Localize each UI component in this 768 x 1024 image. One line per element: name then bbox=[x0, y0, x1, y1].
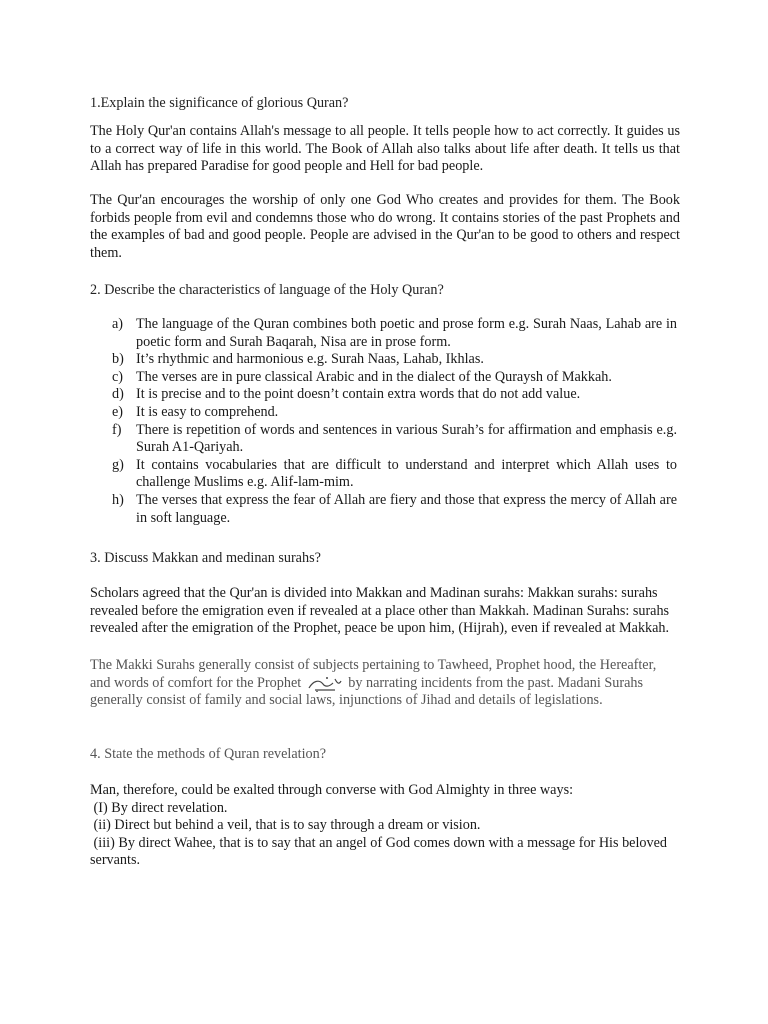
q3-paragraph-2 bbox=[90, 657, 680, 710]
list-item-text: The verses that express the fear of Allah are fiery and those that express the mercy of Allah are in soft language. bbox=[136, 491, 677, 526]
list-marker: b) bbox=[112, 351, 124, 368]
q4-answer bbox=[90, 782, 680, 870]
list-marker: c) bbox=[112, 368, 124, 385]
salawat-calligraphy-icon bbox=[305, 675, 345, 692]
question-4: 4. State the methods of Quran revelation? bbox=[90, 746, 326, 762]
list-item bbox=[112, 492, 677, 527]
list-item bbox=[112, 386, 677, 404]
list-item bbox=[112, 404, 677, 422]
q4-way-2: (ii) Direct but behind a veil, that is to say through a dream or vision. bbox=[90, 817, 481, 834]
list-marker: a) bbox=[112, 316, 124, 332]
list-item bbox=[112, 457, 677, 492]
list-item bbox=[112, 369, 677, 387]
list-item-text: It is precise and to the point doesn’t contain extra words that do not add value. bbox=[136, 386, 581, 403]
list-item-text: It’s rhythmic and harmonious e.g. Surah Naas, Lahab, Ikhlas. bbox=[136, 351, 484, 368]
list-item-text: The language of the Quran combines both poetic and prose form e.g. Surah Naas, Lahab are in poetic form and Surah Baqarah, Nisa are in prose form. bbox=[136, 316, 677, 350]
list-item bbox=[112, 316, 677, 351]
q1-paragraph-2: The Qur'an encourages the worship of only one God Who creates and provides for them. The Book forbids people from evil and condemns those who do wrong. It contains stories of the past Prophets and the examples of bad and good people. People are advised in the Qur'an to be good to others and respect them. bbox=[90, 192, 680, 261]
list-item-text: It is easy to comprehend. bbox=[136, 403, 279, 420]
list-item-text: The verses are in pure classical Arabic and in the dialect of the Quraysh of Makkah. bbox=[136, 368, 612, 385]
q4-way-3: (iii) By direct Wahee, that is to say that an angel of God comes down with a message for His beloved servants. bbox=[90, 834, 671, 869]
list-marker: d) bbox=[112, 386, 124, 403]
list-marker: f) bbox=[112, 421, 122, 438]
question-3: 3. Discuss Makkan and medinan surahs? bbox=[90, 550, 321, 566]
list-marker: e) bbox=[112, 403, 124, 420]
list-marker: g) bbox=[112, 456, 124, 473]
characteristics-list bbox=[112, 316, 677, 527]
q4-intro: Man, therefore, could be exalted through converse with God Almighty in three ways: bbox=[90, 782, 574, 798]
q3-p2-before: The Makki Surahs generally consist of subjects pertaining to Tawheed, Prophet hood, the Hereafter, and words of comfort for the Prophet bbox=[90, 657, 657, 691]
q4-way-1: (I) By direct revelation. bbox=[90, 799, 228, 816]
list-item-text: There is repetition of words and sentences in various Surah’s for affirmation and emphasis e.g. Surah A1-Qariyah. bbox=[136, 421, 677, 456]
q3-paragraph-1: Scholars agreed that the Qur'an is divided into Makkan and Madinan surahs: Makkan surahs: surahs revealed before the emigration even if revealed at a place other than Makkah. Madinan Surahs: surahs revealed after the emigration of the Prophet, peace be upon him, (Hijrah), even if revealed at Makkah. bbox=[90, 585, 670, 637]
q1-paragraph-1: The Holy Qur'an contains Allah's message to all people. It tells people how to act correctly. It guides us to a correct way of life in this world. The Book of Allah also talks about life after death. It tells us that Allah has prepared Paradise for good people and Hell for bad people. bbox=[90, 123, 680, 175]
list-item-text: It contains vocabularies that are difficult to understand and interpret which Allah uses to challenge Muslims e.g. Alif-lam-mim. bbox=[136, 456, 677, 491]
question-2: 2. Describe the characteristics of language of the Holy Quran? bbox=[90, 282, 444, 298]
list-item bbox=[112, 422, 677, 457]
question-1: 1.Explain the significance of glorious Quran? bbox=[90, 95, 349, 111]
list-marker: h) bbox=[112, 491, 124, 508]
list-item bbox=[112, 351, 677, 369]
q3-p2-after: by narrating incidents from the past. Madani Surahs generally consist of family and social laws, injunctions of Jihad and details of legislations. bbox=[90, 674, 643, 709]
